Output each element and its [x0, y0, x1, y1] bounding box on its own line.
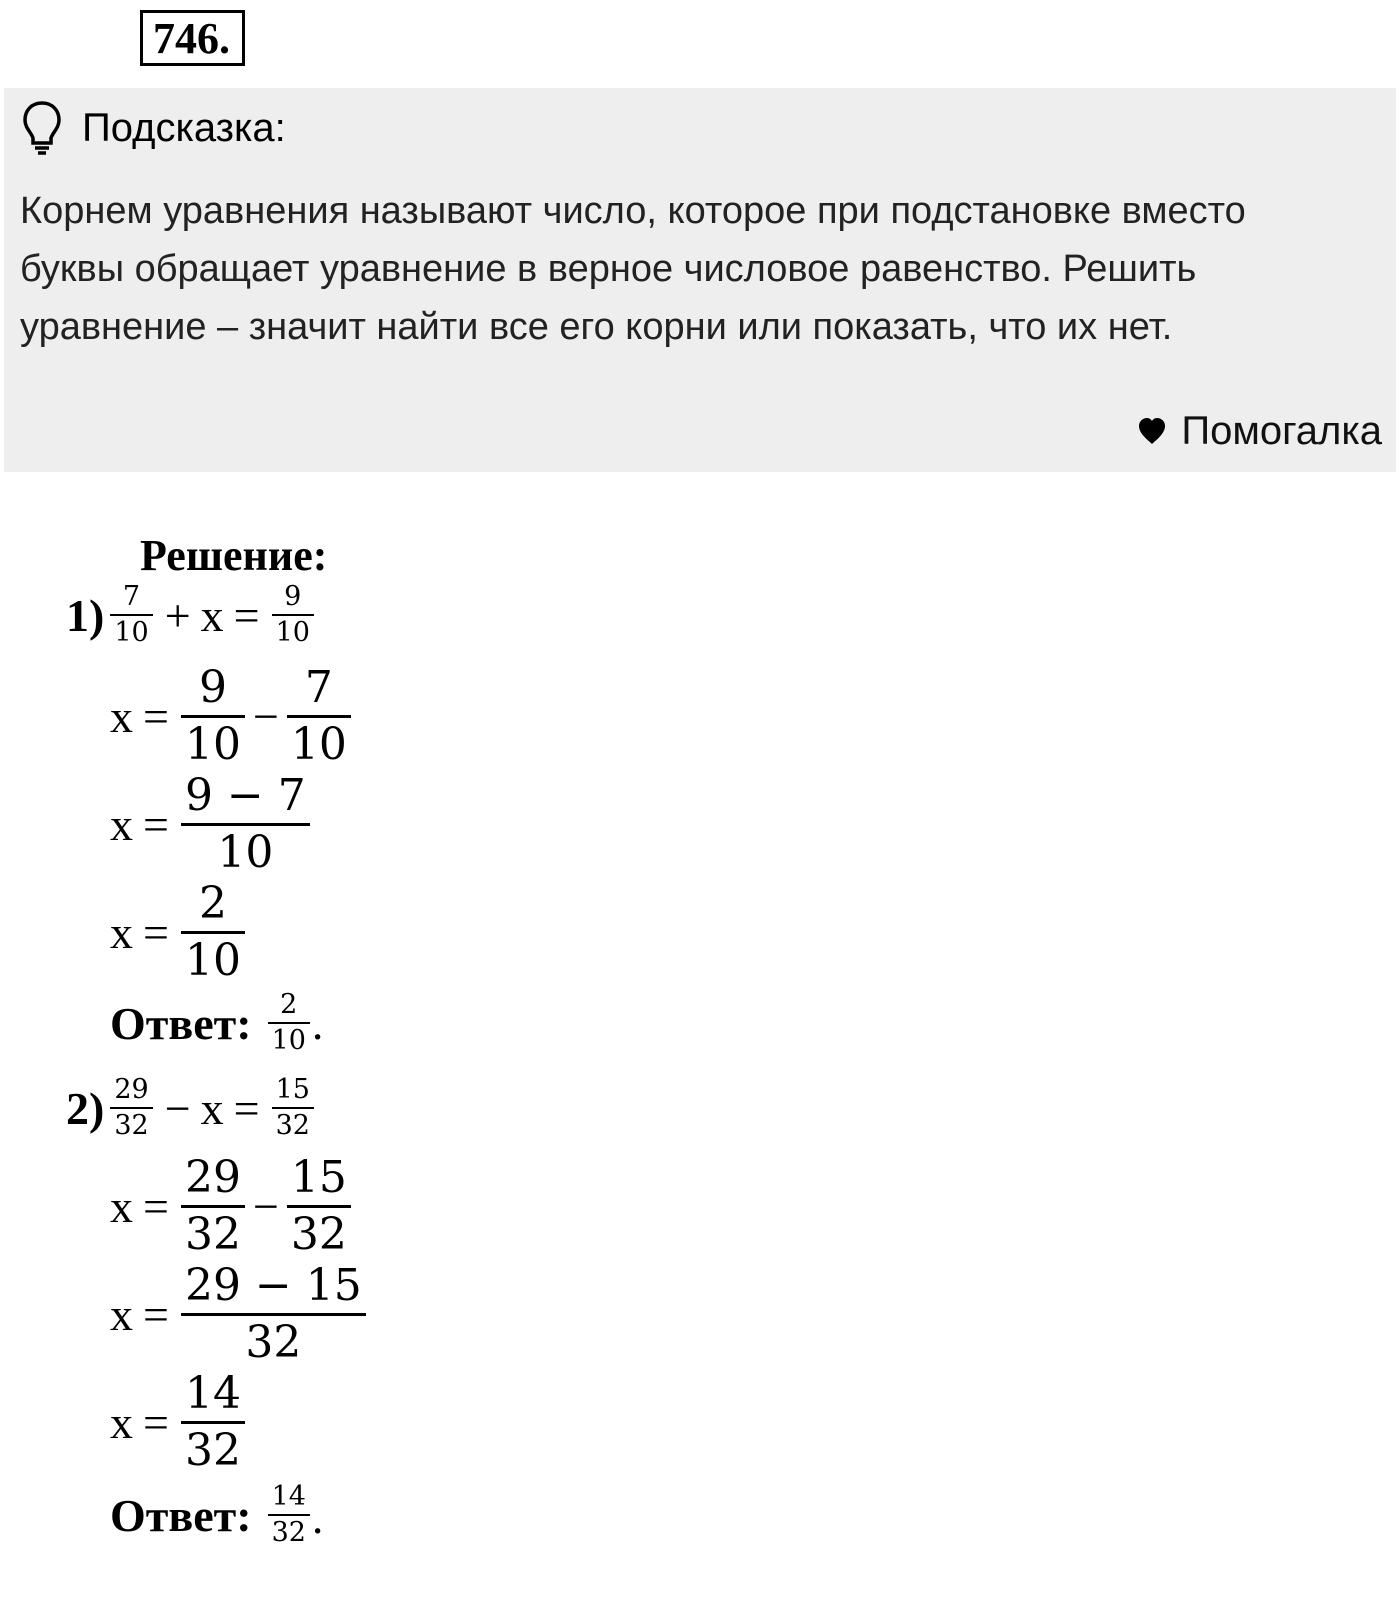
answer-2: [110, 1474, 323, 1556]
brand-text: Помогалка: [1181, 408, 1382, 453]
fraction: $\frac{2}{10}$: [268, 988, 310, 1058]
equation-2: [66, 1070, 316, 1146]
hint-box: [4, 88, 1396, 472]
equals-sign: =: [143, 1180, 169, 1232]
equals-sign: =: [143, 906, 169, 958]
fraction: $\frac{29}{32}$: [110, 1073, 152, 1143]
hint-title: Подсказка:: [82, 105, 286, 150]
fraction: $\frac{7}{10}$: [287, 661, 351, 772]
fraction: $\frac{29 - 15}{32}$: [181, 1259, 366, 1370]
solution-title: Решение:: [140, 531, 328, 580]
equals-sign: =: [143, 798, 169, 850]
hint-header: [20, 98, 286, 158]
brand-label: [1137, 406, 1382, 456]
fraction: $\frac{9}{10}$: [272, 580, 314, 650]
step-1-2: [110, 768, 312, 880]
part-number: 2): [66, 1082, 105, 1134]
hint-text: Корнем уравнения называют число, которое при подстановке вместо буквы обращает уравнение в верное числовое равенство. Решить уравнение – значит найти все его корни или показать, что их нет.: [20, 190, 1246, 348]
answer-label: Ответ:: [110, 997, 252, 1049]
operator: −: [164, 1082, 191, 1134]
fraction: $\frac{15}{32}$: [287, 1151, 351, 1262]
equals-sign: =: [143, 690, 169, 742]
variable: x: [110, 906, 133, 958]
fraction: $\frac{2}{10}$: [181, 877, 245, 988]
fraction: $\frac{29}{32}$: [181, 1151, 245, 1262]
step-2-1: [110, 1150, 353, 1262]
variable: x: [110, 690, 133, 742]
variable: x: [110, 1180, 133, 1232]
fraction: $\frac{7}{10}$: [110, 580, 152, 650]
step-2-2: [110, 1258, 368, 1370]
part-number: 1): [66, 589, 105, 641]
fraction: $\frac{14}{32}$: [268, 1480, 310, 1550]
equals-sign: =: [233, 589, 260, 641]
period: .: [311, 1492, 324, 1543]
fraction: $\frac{9 - 7}{10}$: [181, 769, 310, 880]
fraction: $\frac{15}{32}$: [272, 1073, 314, 1143]
lightbulb-icon: [20, 99, 64, 157]
variable: x: [110, 1396, 133, 1448]
step-1-1: [110, 660, 353, 772]
answer-label: Ответ:: [110, 1489, 252, 1541]
task-number: 746.: [140, 10, 245, 66]
fraction: $\frac{14}{32}$: [181, 1367, 245, 1478]
step-2-3: [110, 1366, 247, 1478]
fraction: $\frac{9}{10}$: [181, 661, 245, 772]
equals-sign: =: [143, 1288, 169, 1340]
variable: x: [200, 1082, 224, 1134]
equation-1: [66, 580, 316, 650]
answer-1: [110, 986, 323, 1060]
equals-sign: =: [233, 1082, 260, 1134]
operator: −: [252, 1180, 279, 1232]
operator: +: [164, 589, 191, 641]
step-1-3: [110, 876, 247, 988]
period: .: [311, 998, 324, 1049]
heart-icon: [1137, 417, 1167, 445]
variable: x: [110, 798, 133, 850]
equals-sign: =: [143, 1396, 169, 1448]
operator: −: [252, 690, 279, 742]
variable: x: [200, 589, 224, 641]
variable: x: [110, 1288, 133, 1340]
